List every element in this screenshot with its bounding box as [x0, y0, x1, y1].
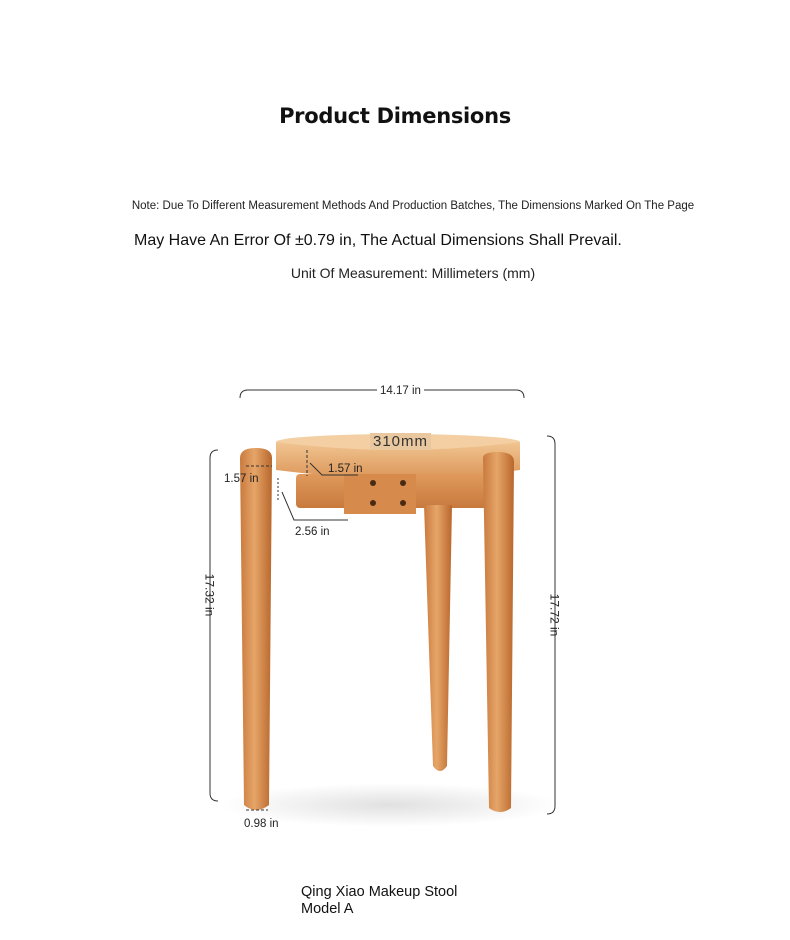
product-model: Model A: [301, 901, 354, 917]
apron-joint: [344, 474, 416, 514]
product-name: Qing Xiao Makeup Stool: [301, 884, 458, 900]
note-line-1: Note: Due To Different Measurement Methods And Production Batches, The Dimensions Marked On The Page: [131, 200, 695, 212]
product-caption: [301, 884, 457, 918]
seat-thickness-label: 1.57 in: [328, 463, 363, 475]
leg-offset-label: 2.56 in: [295, 526, 330, 538]
unit-of-measurement: Unit Of Measurement: Millimeters (mm): [290, 265, 536, 281]
seat-diameter-label: 310mm: [370, 433, 431, 450]
back-leg: [424, 505, 452, 771]
left-leg: [240, 448, 272, 810]
right-leg: [483, 452, 514, 812]
right-height-label: 17.72 in: [547, 593, 562, 637]
left-height-label: 17.32 in: [202, 573, 217, 617]
apron-height-label: 1.57 in: [224, 473, 259, 485]
page-title: Product Dimensions: [279, 104, 511, 128]
leg-foot-label: 0.98 in: [244, 818, 279, 830]
note-line-2: May Have An Error Of ±0.79 in, The Actual Dimensions Shall Prevail.: [134, 232, 622, 249]
left-height-bracket: [210, 450, 218, 801]
top-width-label: 14.17 in: [377, 385, 424, 397]
